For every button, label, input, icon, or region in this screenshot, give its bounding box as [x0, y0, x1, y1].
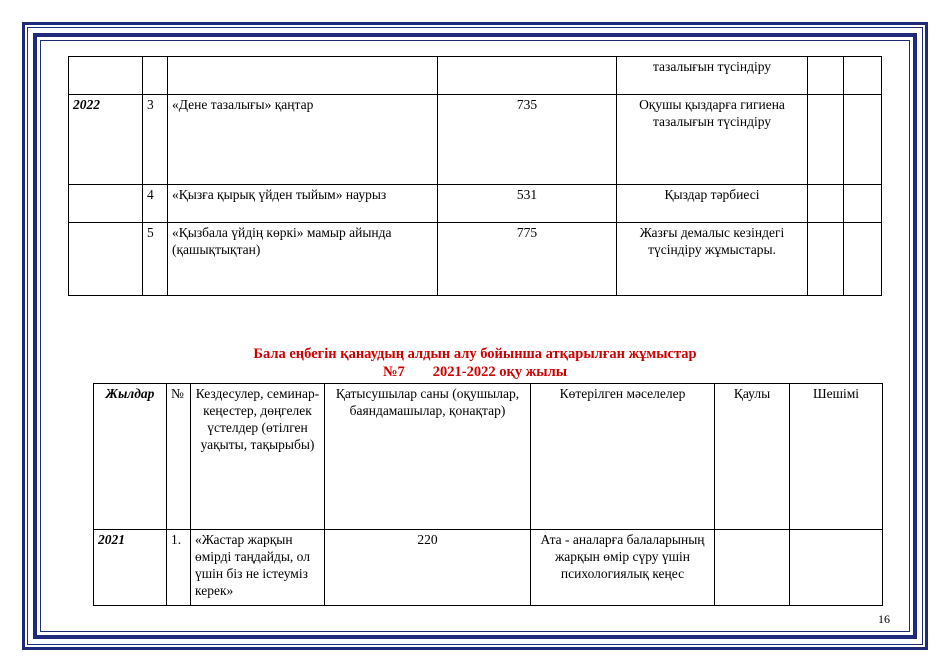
- resolution-cell: [808, 95, 844, 185]
- table-row: [69, 57, 882, 95]
- event-cell: «Дене тазалығы» қаңтар: [168, 95, 438, 185]
- number-cell: 1.: [167, 530, 191, 606]
- count-cell: 220: [325, 530, 531, 606]
- header-number: №: [167, 384, 191, 530]
- issues-cell: Қыздар тәрбиесі: [617, 185, 808, 223]
- number-cell: [143, 57, 168, 95]
- header-decision: Шешімі: [790, 384, 883, 530]
- academic-year: 2021-2022 оқу жылы: [432, 364, 568, 380]
- count-cell: 775: [438, 223, 617, 296]
- table-row: [69, 185, 882, 223]
- decision-cell: [844, 95, 882, 185]
- issues-cell: Ата - аналарға балаларының жарқын өмір сүру үшін психологиялық кеңес: [531, 530, 715, 606]
- issues-cell: Жазғы демалыс кезіндегі түсіндіру жұмыстары.: [617, 223, 808, 296]
- year-cell: 2021: [94, 530, 167, 606]
- header-events: Кездесулер, семинар-кеңестер, дөңгелек үстелдер (өтілген уақыты, тақырыбы): [191, 384, 325, 530]
- table-row: [94, 530, 883, 606]
- section-subheading: [80, 364, 870, 381]
- activities-table-2021-2022: [93, 383, 883, 606]
- count-cell: [438, 57, 617, 95]
- decision-cell: [844, 185, 882, 223]
- issues-cell: Оқушы қыздарға гигиена тазалығын түсіндіру: [617, 95, 808, 185]
- event-cell: «Қызбала үйдің көркі» мамыр айында (қашықтықтан): [168, 223, 438, 296]
- activities-table-2022: [68, 56, 882, 296]
- table-header-row: [94, 384, 883, 530]
- event-cell: [168, 57, 438, 95]
- header-issues: Көтерілген мәселелер: [531, 384, 715, 530]
- count-cell: 531: [438, 185, 617, 223]
- year-cell: [69, 57, 143, 95]
- section-number: №7: [382, 364, 405, 380]
- decision-cell: [790, 530, 883, 606]
- year-cell: [69, 185, 143, 223]
- event-cell: «Жастар жарқын өмірді таңдайды, ол үшін біз не істеуміз керек»: [191, 530, 325, 606]
- resolution-cell: [808, 223, 844, 296]
- number-cell: 5: [143, 223, 168, 296]
- decision-cell: [844, 57, 882, 95]
- number-cell: 3: [143, 95, 168, 185]
- year-cell: [69, 223, 143, 296]
- resolution-cell: [808, 185, 844, 223]
- header-years: Жылдар: [94, 384, 167, 530]
- table-row: [69, 95, 882, 185]
- header-resolution: Қаулы: [715, 384, 790, 530]
- decision-cell: [844, 223, 882, 296]
- year-cell: 2022: [69, 95, 143, 185]
- event-cell: «Қызға қырық үйден тыйым» наурыз: [168, 185, 438, 223]
- number-cell: 4: [143, 185, 168, 223]
- issues-cell: тазалығын түсіндіру: [617, 57, 808, 95]
- header-participants: Қатысушылар саны (оқушылар, баяндамашылар, қонақтар): [325, 384, 531, 530]
- count-cell: 735: [438, 95, 617, 185]
- section-heading: Бала еңбегін қанаудың алдын алу бойынша атқарылған жұмыстар: [253, 346, 697, 362]
- resolution-cell: [715, 530, 790, 606]
- page-number: 16: [878, 612, 890, 626]
- resolution-cell: [808, 57, 844, 95]
- table-row: [69, 223, 882, 296]
